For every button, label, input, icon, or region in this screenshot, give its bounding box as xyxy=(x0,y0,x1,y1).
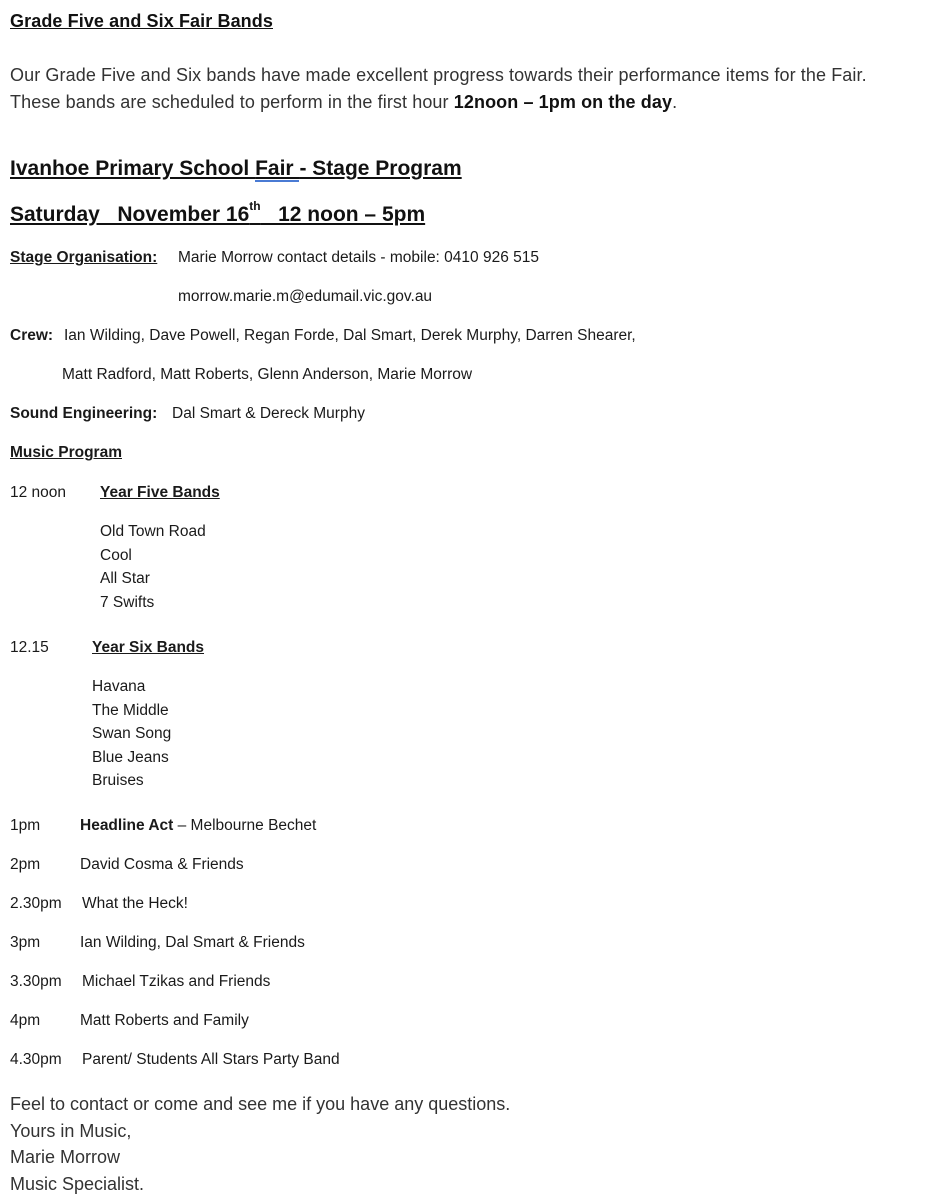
act-text: David Cosma & Friends xyxy=(80,856,244,873)
program-title xyxy=(10,157,462,181)
grade-bands-heading: Grade Five and Six Fair Bands xyxy=(10,11,273,31)
act-row xyxy=(80,817,316,835)
intro-paragraph-line1: Our Grade Five and Six bands have made excellent progress towards their performance items for the Fair. xyxy=(10,65,867,85)
act-text: Michael Tzikas and Friends xyxy=(82,973,271,990)
act-bold: Headline Act xyxy=(80,817,174,834)
act-time: 1pm xyxy=(10,817,41,834)
song-item: Swan Song xyxy=(92,725,172,742)
act-text: What the Heck! xyxy=(82,895,188,912)
song-item: Havana xyxy=(92,678,146,695)
act-time: 2.30pm xyxy=(10,895,62,912)
stage-org-email: morrow.marie.m@edumail.vic.gov.au xyxy=(178,288,433,305)
signoff-title: Music Specialist. xyxy=(10,1173,145,1194)
program-date xyxy=(10,199,426,227)
signoff-line: Feel to contact or come and see me if you have any questions. xyxy=(10,1094,511,1114)
signoff-line: Yours in Music, xyxy=(10,1120,132,1141)
intro-line2-start: These bands are scheduled to perform in the first hour xyxy=(10,92,454,112)
intro-line2-end: . xyxy=(672,92,678,112)
act-time: 4pm xyxy=(10,1012,41,1029)
crew-label: Crew: xyxy=(10,327,54,344)
song-item: 7 Swifts xyxy=(100,593,155,611)
program-title-part1: Ivanhoe Primary School xyxy=(10,157,256,180)
intro-paragraph-line2 xyxy=(10,92,677,113)
act-text: Parent/ Students All Stars Party Band xyxy=(82,1051,340,1068)
program-date-sup: th xyxy=(249,199,261,213)
music-program-heading: Music Program xyxy=(10,444,122,461)
act-text: Matt Roberts and Family xyxy=(80,1012,249,1029)
song-item: Blue Jeans xyxy=(92,748,169,766)
program-date-time: 12 noon – 5pm xyxy=(260,203,426,226)
year-six-song-list xyxy=(92,675,171,793)
song-item: All Star xyxy=(100,570,150,587)
program-title-fair: Fair xyxy=(255,157,300,180)
act-text: Ian Wilding, Dal Smart & Friends xyxy=(80,934,305,951)
sound-label: Sound Engineering: xyxy=(10,405,158,422)
signoff-name: Marie Morrow xyxy=(10,1147,121,1167)
crew-line2: Matt Radford, Matt Roberts, Glenn Anderson, Marie Morrow xyxy=(62,366,473,383)
act-time: 2pm xyxy=(10,856,41,873)
intro-line2-bold: 12noon – 1pm on the day xyxy=(453,92,673,112)
stage-org-label: Stage Organisation: xyxy=(10,249,158,266)
year-six-time: 12.15 xyxy=(10,639,49,656)
program-date-text: Saturday November 16 xyxy=(10,203,250,226)
act-text: – Melbourne Bechet xyxy=(173,817,317,834)
signoff-block xyxy=(10,1091,510,1197)
program-title-part2: - Stage Program xyxy=(299,157,462,180)
year-five-time: 12 noon xyxy=(10,484,67,501)
sound-value: Dal Smart & Dereck Murphy xyxy=(172,405,365,422)
year-five-heading: Year Five Bands xyxy=(100,484,220,501)
act-time: 3pm xyxy=(10,934,41,951)
stage-org-contact: Marie Morrow contact details - mobile: 0410 926 515 xyxy=(178,249,539,266)
song-item: Cool xyxy=(100,546,132,564)
song-item: Bruises xyxy=(92,772,144,789)
crew-line1: Ian Wilding, Dave Powell, Regan Forde, Dal Smart, Derek Murphy, Darren Shearer, xyxy=(64,327,636,344)
year-six-heading: Year Six Bands xyxy=(92,639,205,656)
year-five-song-list xyxy=(100,520,206,614)
act-time: 3.30pm xyxy=(10,973,62,990)
song-item: Old Town Road xyxy=(100,523,206,540)
song-item: The Middle xyxy=(92,701,169,719)
act-time: 4.30pm xyxy=(10,1051,62,1068)
